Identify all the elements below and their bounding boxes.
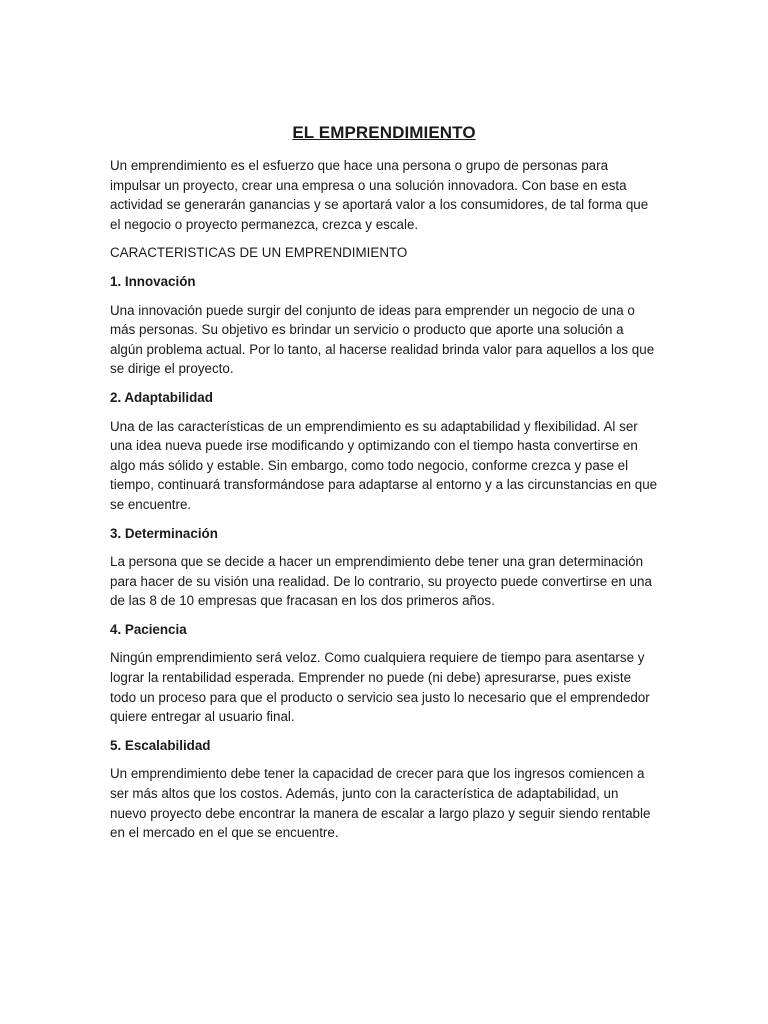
section-text-escalabilidad: Un emprendimiento debe tener la capacidad de crecer para que los ingresos comiencen a ser más altos que los costos. Además, junto con la característica de adaptabilidad, un nuevo proyecto debe encontrar la manera de escalar a largo plazo y seguir siendo rentable en el mercado en el que se encuentre.: [110, 766, 651, 841]
document-title: EL EMPRENDIMIENTO: [292, 123, 476, 142]
section-text-paciencia: Ningún emprendimiento será veloz. Como cualquiera requiere de tiempo para asentarse y lograr la rentabilidad esperada. Emprender no puede (ni debe) apresurarse, pues existe todo un proceso para que el producto o servicio sea justo lo necesario que el emprendedor quiere entregar al usuario final.: [110, 650, 650, 725]
intro-paragraph: Un emprendimiento es el esfuerzo que hace una persona o grupo de personas para impulsar un proyecto, crear una empresa o una solución innovadora. Con base en esta actividad se generarán ganancias y se aportará valor a los consumidores, de tal forma que el negocio o proyecto permanezca, crezca y escale.: [110, 158, 649, 232]
section-text-adaptabilidad: Una de las características de un emprendimiento es su adaptabilidad y flexibilidad. Al ser una idea nueva puede irse modificando y optimizando con el tiempo hasta convertirse en algo más sólido y estable. Sin embargo, como todo negocio, conforme crezca y pase el tiempo, continuará transformándose para adaptarse al entorno y a las circunstancias en que se encuentre.: [110, 418, 658, 512]
section-heading-innovacion: 1. Innovación: [110, 273, 196, 289]
section-heading-adaptabilidad: 2. Adaptabilidad: [110, 389, 213, 405]
section-text-innovacion: Una innovación puede surgir del conjunto de ideas para emprender un negocio de una o más personas. Su objetivo es brindar un servicio o producto que aporte una solución a algún problema actual. Por lo tanto, al hacerse realidad brinda valor para aquellos a los que se dirige el proyecto.: [110, 302, 655, 377]
section-text-determinacion: La persona que se decide a hacer un emprendimiento debe tener una gran determinación para hacer de su visión una realidad. De lo contrario, su proyecto puede convertirse en una de las 8 de 10 empresas que fracasan en los dos primeros años.: [110, 554, 652, 609]
section-heading-determinacion: 3. Determinación: [110, 525, 218, 541]
section-heading-escalabilidad: 5. Escalabilidad: [110, 737, 211, 753]
section-heading-paciencia: 4. Paciencia: [110, 621, 187, 637]
characteristics-heading: CARACTERISTICAS DE UN EMPRENDIMIENTO: [110, 245, 408, 261]
document-body: [110, 122, 658, 852]
